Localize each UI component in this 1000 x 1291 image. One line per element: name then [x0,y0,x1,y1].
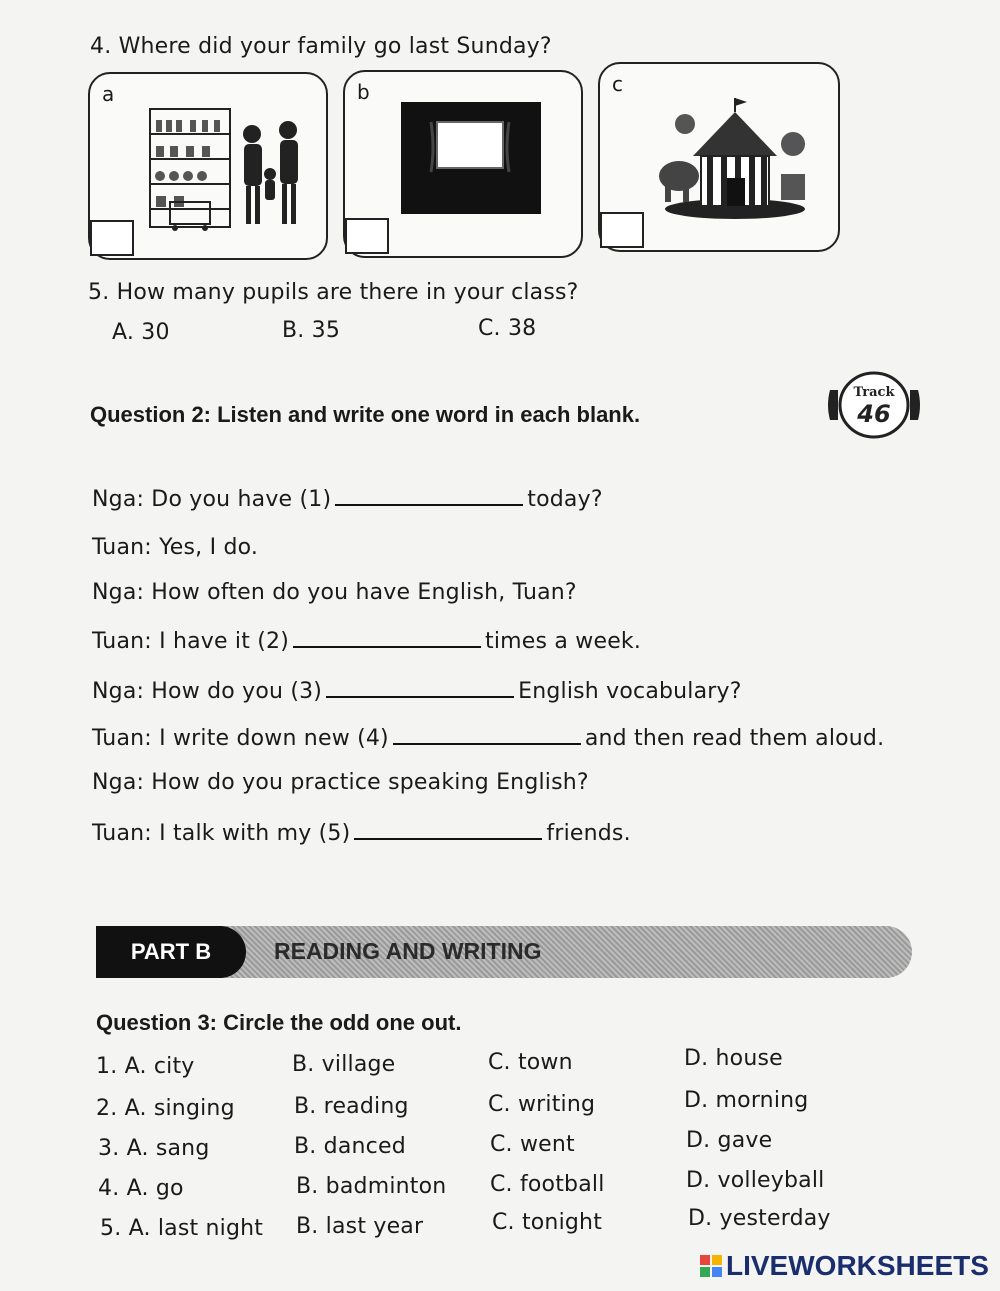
track-number: 46 [857,400,891,428]
dialogue-line-1-after: today? [527,487,603,512]
q5-option-b[interactable]: B. 35 [282,318,341,343]
q3-row1-c[interactable]: C. town [488,1050,573,1075]
q5-option-a[interactable]: A. 30 [112,320,170,345]
card-letter-a: a [102,82,115,106]
audio-track-badge[interactable] [826,370,922,440]
q4-question: 4. Where did your family go last Sunday? [90,34,552,59]
circus-tent-illustration [655,94,815,219]
q3-row4-b[interactable]: B. badminton [296,1174,447,1199]
logo-text: LIVEWORKSHEETS [726,1250,989,1281]
picture-card-c [598,62,840,252]
question2-title: Question 2: Listen and write one word in each blank. [90,402,641,427]
blank-4[interactable] [393,723,581,745]
q3-row4-a[interactable]: 4. A. go [98,1176,184,1201]
dialogue-line-5-after: English vocabulary? [518,679,742,704]
dialogue-line-7: Nga: How do you practice speaking English? [92,770,589,795]
logo-square-green [700,1267,710,1277]
dialogue-line-5-before: Nga: How do you (3) [92,679,323,704]
question3-title: Question 3: Circle the odd one out. [96,1010,462,1035]
supermarket-illustration [140,104,320,234]
q3-row2-a[interactable]: 2. A. singing [96,1096,235,1121]
dialogue-line-8 [92,818,631,846]
dialogue-line-6-before: Tuan: I write down new (4) [92,726,389,751]
q5-question: 5. How many pupils are there in your class? [88,280,579,305]
q3-row1-b[interactable]: B. village [292,1052,396,1077]
q3-row2-d[interactable]: D. morning [684,1088,809,1113]
dialogue-line-4-before: Tuan: I have it (2) [92,629,290,654]
dialogue-line-3: Nga: How often do you have English, Tuan? [92,580,577,605]
track-label: Track [853,385,895,400]
q3-row1-d[interactable]: D. house [684,1046,783,1071]
q3-row2-b[interactable]: B. reading [294,1094,409,1119]
answer-checkbox-c[interactable] [600,212,644,248]
q3-row5-c[interactable]: C. tonight [492,1210,603,1235]
q3-row3-a[interactable]: 3. A. sang [98,1136,210,1161]
liveworksheets-logo[interactable] [700,1250,989,1282]
q3-row5-a[interactable]: 5. A. last night [100,1216,264,1241]
logo-square-blue [712,1267,722,1277]
dialogue-line-6 [92,723,884,751]
part-b-title: READING AND WRITING [274,938,542,964]
logo-square-yellow [712,1255,722,1265]
dialogue-line-2: Tuan: Yes, I do. [92,535,259,560]
card-letter-b: b [357,80,370,104]
part-b-label: PART B [96,926,246,978]
q3-row5-d[interactable]: D. yesterday [688,1206,831,1231]
odd-one-out-grid [96,1046,896,1252]
q5-option-c[interactable]: C. 38 [478,316,537,341]
cinema-screen-illustration [401,102,541,214]
picture-card-a [88,72,328,260]
blank-1[interactable] [335,484,523,506]
q3-row1-a[interactable]: 1. A. city [96,1054,195,1079]
blank-5[interactable] [354,818,542,840]
q3-row4-d[interactable]: D. volleyball [686,1168,825,1193]
logo-grid-icon [700,1255,722,1277]
q3-row4-c[interactable]: C. football [490,1172,605,1197]
q3-row3-b[interactable]: B. danced [294,1134,406,1159]
dialogue-line-4-after: times a week. [485,629,642,654]
dialogue-line-4 [92,626,641,654]
dialogue-line-8-before: Tuan: I talk with my (5) [92,821,351,846]
q3-row3-d[interactable]: D. gave [686,1128,773,1153]
part-b-banner [96,926,912,978]
card-letter-c: c [612,72,623,96]
answer-checkbox-b[interactable] [345,218,389,254]
dialogue-line-1 [92,484,603,512]
picture-card-b [343,70,583,258]
blank-3[interactable] [326,676,514,698]
blank-2[interactable] [293,626,481,648]
logo-square-red [700,1255,710,1265]
dialogue-line-5 [92,676,742,704]
dialogue-line-1-before: Nga: Do you have (1) [92,487,332,512]
answer-checkbox-a[interactable] [90,220,134,256]
dialogue-line-6-after: and then read them aloud. [584,726,885,751]
q3-row5-b[interactable]: B. last year [296,1214,424,1239]
q3-row2-c[interactable]: C. writing [488,1092,596,1117]
dialogue-line-8-after: friends. [546,821,631,846]
q3-row3-c[interactable]: C. went [490,1132,575,1157]
